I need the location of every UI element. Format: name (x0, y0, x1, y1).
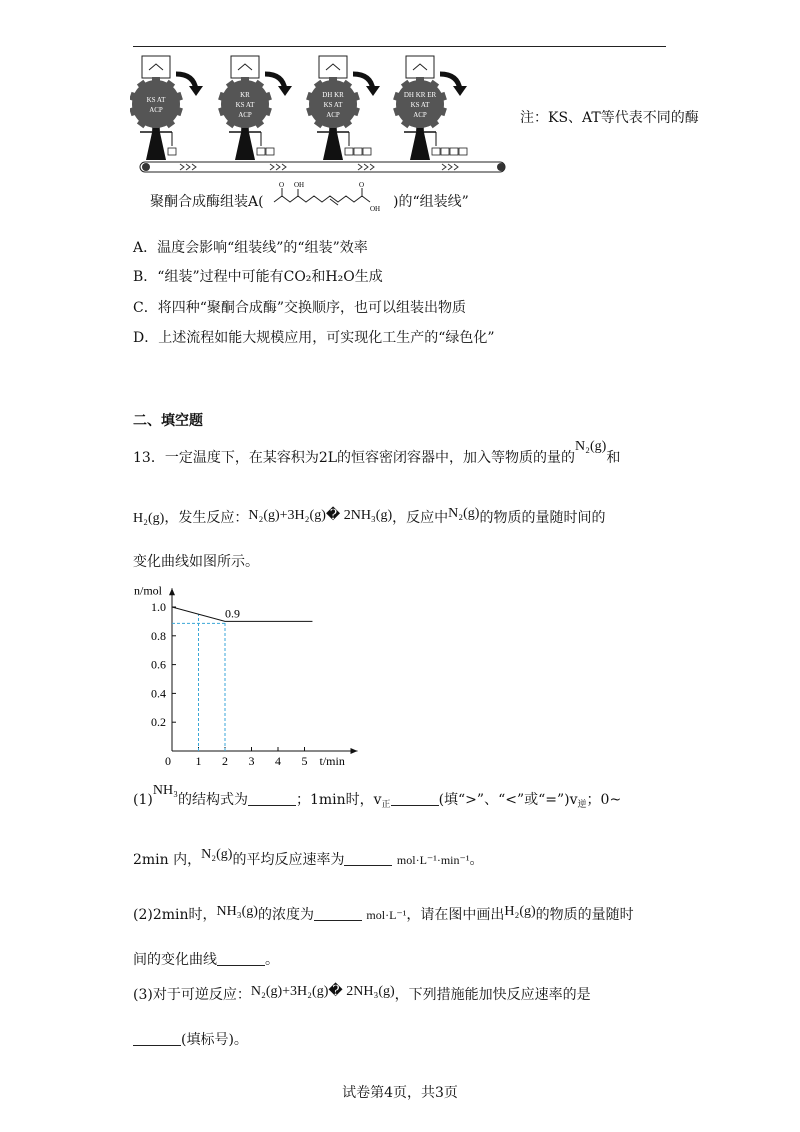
section-title: 二、填空题 (133, 413, 203, 429)
enzyme-label: KS AT (235, 101, 255, 109)
arrow-head-icon (366, 86, 380, 96)
conveyor-wheel-left (142, 163, 150, 171)
y-axis-label: n/mol (134, 583, 163, 598)
conveyor-wheel-right (497, 163, 505, 171)
product-unit (432, 148, 440, 155)
answer-blank-curve[interactable] (217, 951, 265, 966)
enzyme-label: ACP (326, 111, 340, 119)
product-unit (345, 148, 353, 155)
mol-label-oh-end: OH (370, 205, 381, 213)
tower-icon (235, 128, 255, 160)
q13-part2-line2: 间的变化曲线 。 (133, 952, 279, 968)
answer-blank-compare[interactable] (391, 791, 439, 806)
arrow-head-icon (278, 86, 292, 96)
product-unit (363, 148, 371, 155)
arrow-head-icon (189, 86, 203, 96)
y-tick-label: 0.8 (151, 628, 166, 643)
q13-line3: 变化曲线如图所示。 (133, 554, 259, 570)
option-d: D．上述流程如能大规模应用，可实现化工生产的“绿色化” (133, 330, 495, 346)
substrate-box (142, 56, 170, 78)
y-tick-label: 0.6 (151, 657, 166, 672)
substrate-box (406, 56, 434, 78)
enzyme-label: DH KR (322, 91, 344, 99)
product-unit (450, 148, 458, 155)
y-axis-arrow (169, 588, 175, 595)
molecule-a-structure (270, 180, 390, 214)
tower-icon (410, 128, 430, 160)
product-unit (354, 148, 362, 155)
y-tick-label: 0.4 (151, 686, 166, 701)
enzyme-label: KS AT (323, 101, 343, 109)
mol-label-o: O (279, 181, 285, 189)
product-unit (266, 148, 274, 155)
figure-note: 注：KS、AT等代表不同的酶 (520, 110, 699, 126)
conveyor-belt (140, 162, 505, 172)
enzyme-label: KR (240, 91, 250, 99)
x-axis-label: t/min (319, 754, 345, 768)
x-tick-label: 1 (195, 754, 202, 768)
answer-blank-measures[interactable] (133, 1031, 181, 1046)
option-a: A．温度会影响“组装线”的“组装”效率 (133, 240, 368, 256)
q13-part2-line1: (2)2min时，NH₃(g)的浓度为 mol·L⁻¹，请在图中画出H₂(g)的物质的量随时 (133, 904, 634, 923)
enzyme-label: KS AT (146, 96, 166, 104)
q13-part3-line2: (填标号)。 (133, 1030, 248, 1050)
y-tick-label: 0.2 (151, 715, 166, 730)
option-c: C．将四种“聚酮合成酶”交换顺序，也可以组装出物质 (133, 300, 467, 316)
enzyme-label: ACP (413, 111, 427, 119)
enzyme-label: DH KR ER (403, 91, 437, 99)
enzyme-label: KS AT (410, 101, 430, 109)
q13-part1-line2: 2min 内，N₂(g)的平均反应速率为 mol·L⁻¹·min⁻¹。 (133, 847, 484, 868)
q13-part1-line1: (1)NH₃的结构式为 ；1min时，$v_正$ (填“>”、“<”或“$=”)v_逆$；0~ (133, 783, 622, 810)
gear-icon (132, 80, 180, 128)
mol-label-o2: O (359, 181, 365, 189)
x-axis-arrow (351, 748, 358, 754)
figure-caption-pre: 聚酮合成酶组装A( (150, 194, 264, 210)
option-b: B．“组装”过程中可能有CO₂和H₂O生成 (133, 269, 383, 285)
product-unit (257, 148, 265, 155)
x-tick-label: 3 (248, 754, 255, 768)
answer-blank-concentration[interactable] (314, 906, 362, 921)
mol-label-oh: OH (294, 181, 305, 189)
n2-series-line (172, 607, 312, 621)
y-tick-label: 1.0 (151, 600, 166, 614)
enzyme-label: ACP (149, 106, 163, 114)
substrate-box (231, 56, 259, 78)
arrow-head-icon (453, 86, 467, 96)
header-rule (133, 46, 666, 47)
n-vs-t-chart (130, 575, 370, 775)
q13-part3-line1: (3)对于可逆反应：N₂(g)+3H₂(g)� 2NH₃(g)，下列措施能加快反应速率的是 (133, 984, 591, 1003)
product-unit (459, 148, 467, 155)
x-tick-label: 2 (222, 754, 228, 768)
annotation-label: 0.9 (225, 606, 240, 621)
q13-line2: H₂(g)，发生反应：N₂(g)+3H₂(g)� 2NH₃(g)，反应中N₂(g)的物质的量随时间的 (133, 506, 606, 526)
tower-icon (146, 128, 166, 160)
tower-icon (323, 128, 343, 160)
x-tick-label: 4 (275, 754, 281, 768)
enzyme-label: ACP (238, 111, 252, 119)
x-tick-label: 5 (301, 754, 308, 768)
product-unit (168, 148, 176, 155)
q13-line1: 13．一定温度下，在某容积为2L的恒容密闭容器中，加入等物质的量的N₂(g)和 (133, 439, 621, 466)
page-footer: 试卷第4页，共3页 (342, 1085, 458, 1101)
answer-blank-structure[interactable] (248, 791, 296, 806)
figure-caption-post: )的“组装线” (393, 194, 469, 210)
answer-blank-rate[interactable] (344, 851, 392, 866)
substrate-box (319, 56, 347, 78)
product-unit (441, 148, 449, 155)
x-tick-label: 0 (165, 754, 171, 768)
